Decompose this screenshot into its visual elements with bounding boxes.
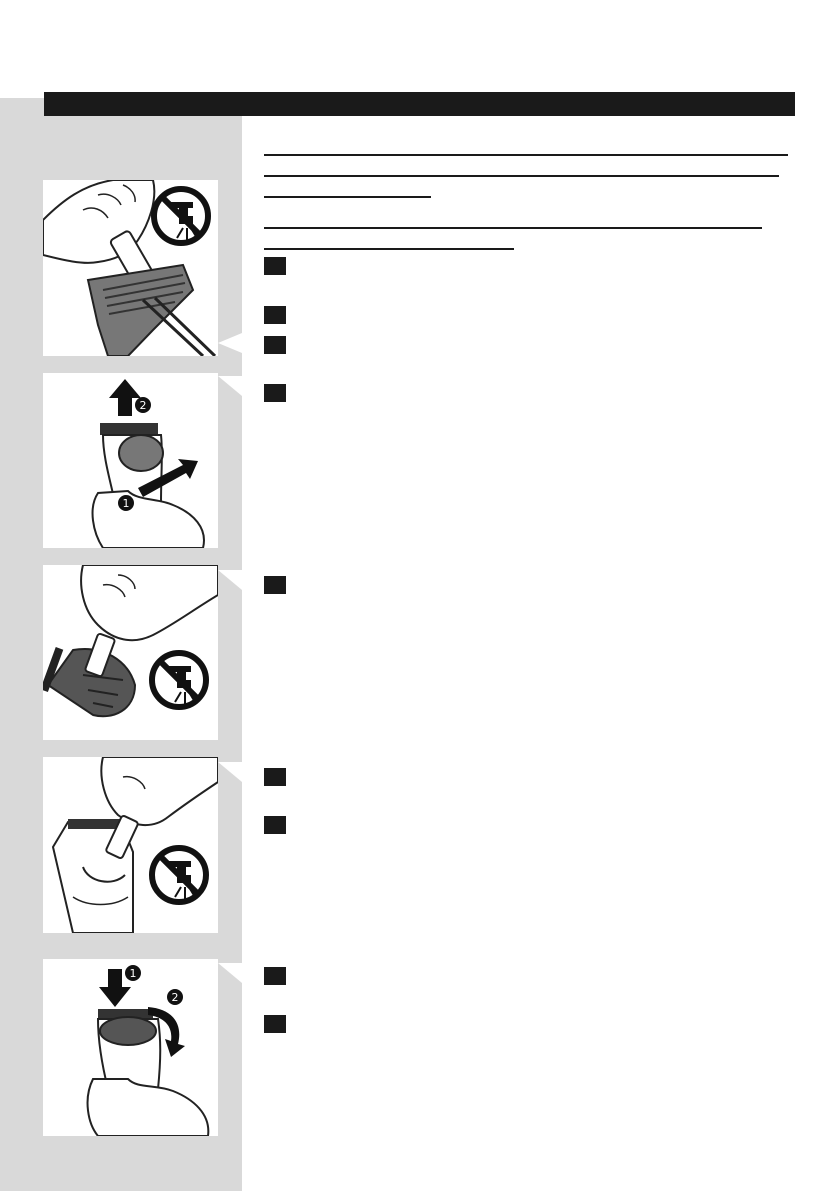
panel-pointer (218, 762, 242, 782)
illustration-panel-4 (43, 757, 218, 933)
intro-line (264, 248, 514, 250)
svg-text:1: 1 (129, 967, 137, 980)
no-water-icon (154, 189, 208, 243)
step-marker (264, 336, 286, 354)
no-water-icon (152, 848, 206, 902)
step-marker (264, 768, 286, 786)
illustration-panel-2 (43, 373, 218, 548)
intro-line (264, 154, 788, 156)
svg-text:2: 2 (171, 991, 179, 1004)
panel-pointer (218, 376, 242, 396)
step-marker (264, 576, 286, 594)
step-marker (264, 257, 286, 275)
step-marker (264, 1015, 286, 1033)
intro-line (264, 227, 762, 229)
illustration-panel-1 (43, 180, 218, 356)
svg-text:2: 2 (139, 399, 147, 412)
step-marker (264, 967, 286, 985)
panel-pointer (218, 570, 242, 590)
panel-pointer (218, 963, 242, 983)
panel-pointer (218, 333, 242, 353)
section-header-bar (44, 92, 795, 116)
illustration-panel-3 (43, 565, 218, 740)
step-marker (264, 384, 286, 402)
illustration-panel-5 (43, 959, 218, 1136)
intro-line (264, 196, 431, 198)
step-marker (264, 306, 286, 324)
svg-text:1: 1 (122, 497, 130, 510)
intro-line (264, 175, 779, 177)
no-water-icon (152, 653, 206, 707)
step-marker (264, 816, 286, 834)
